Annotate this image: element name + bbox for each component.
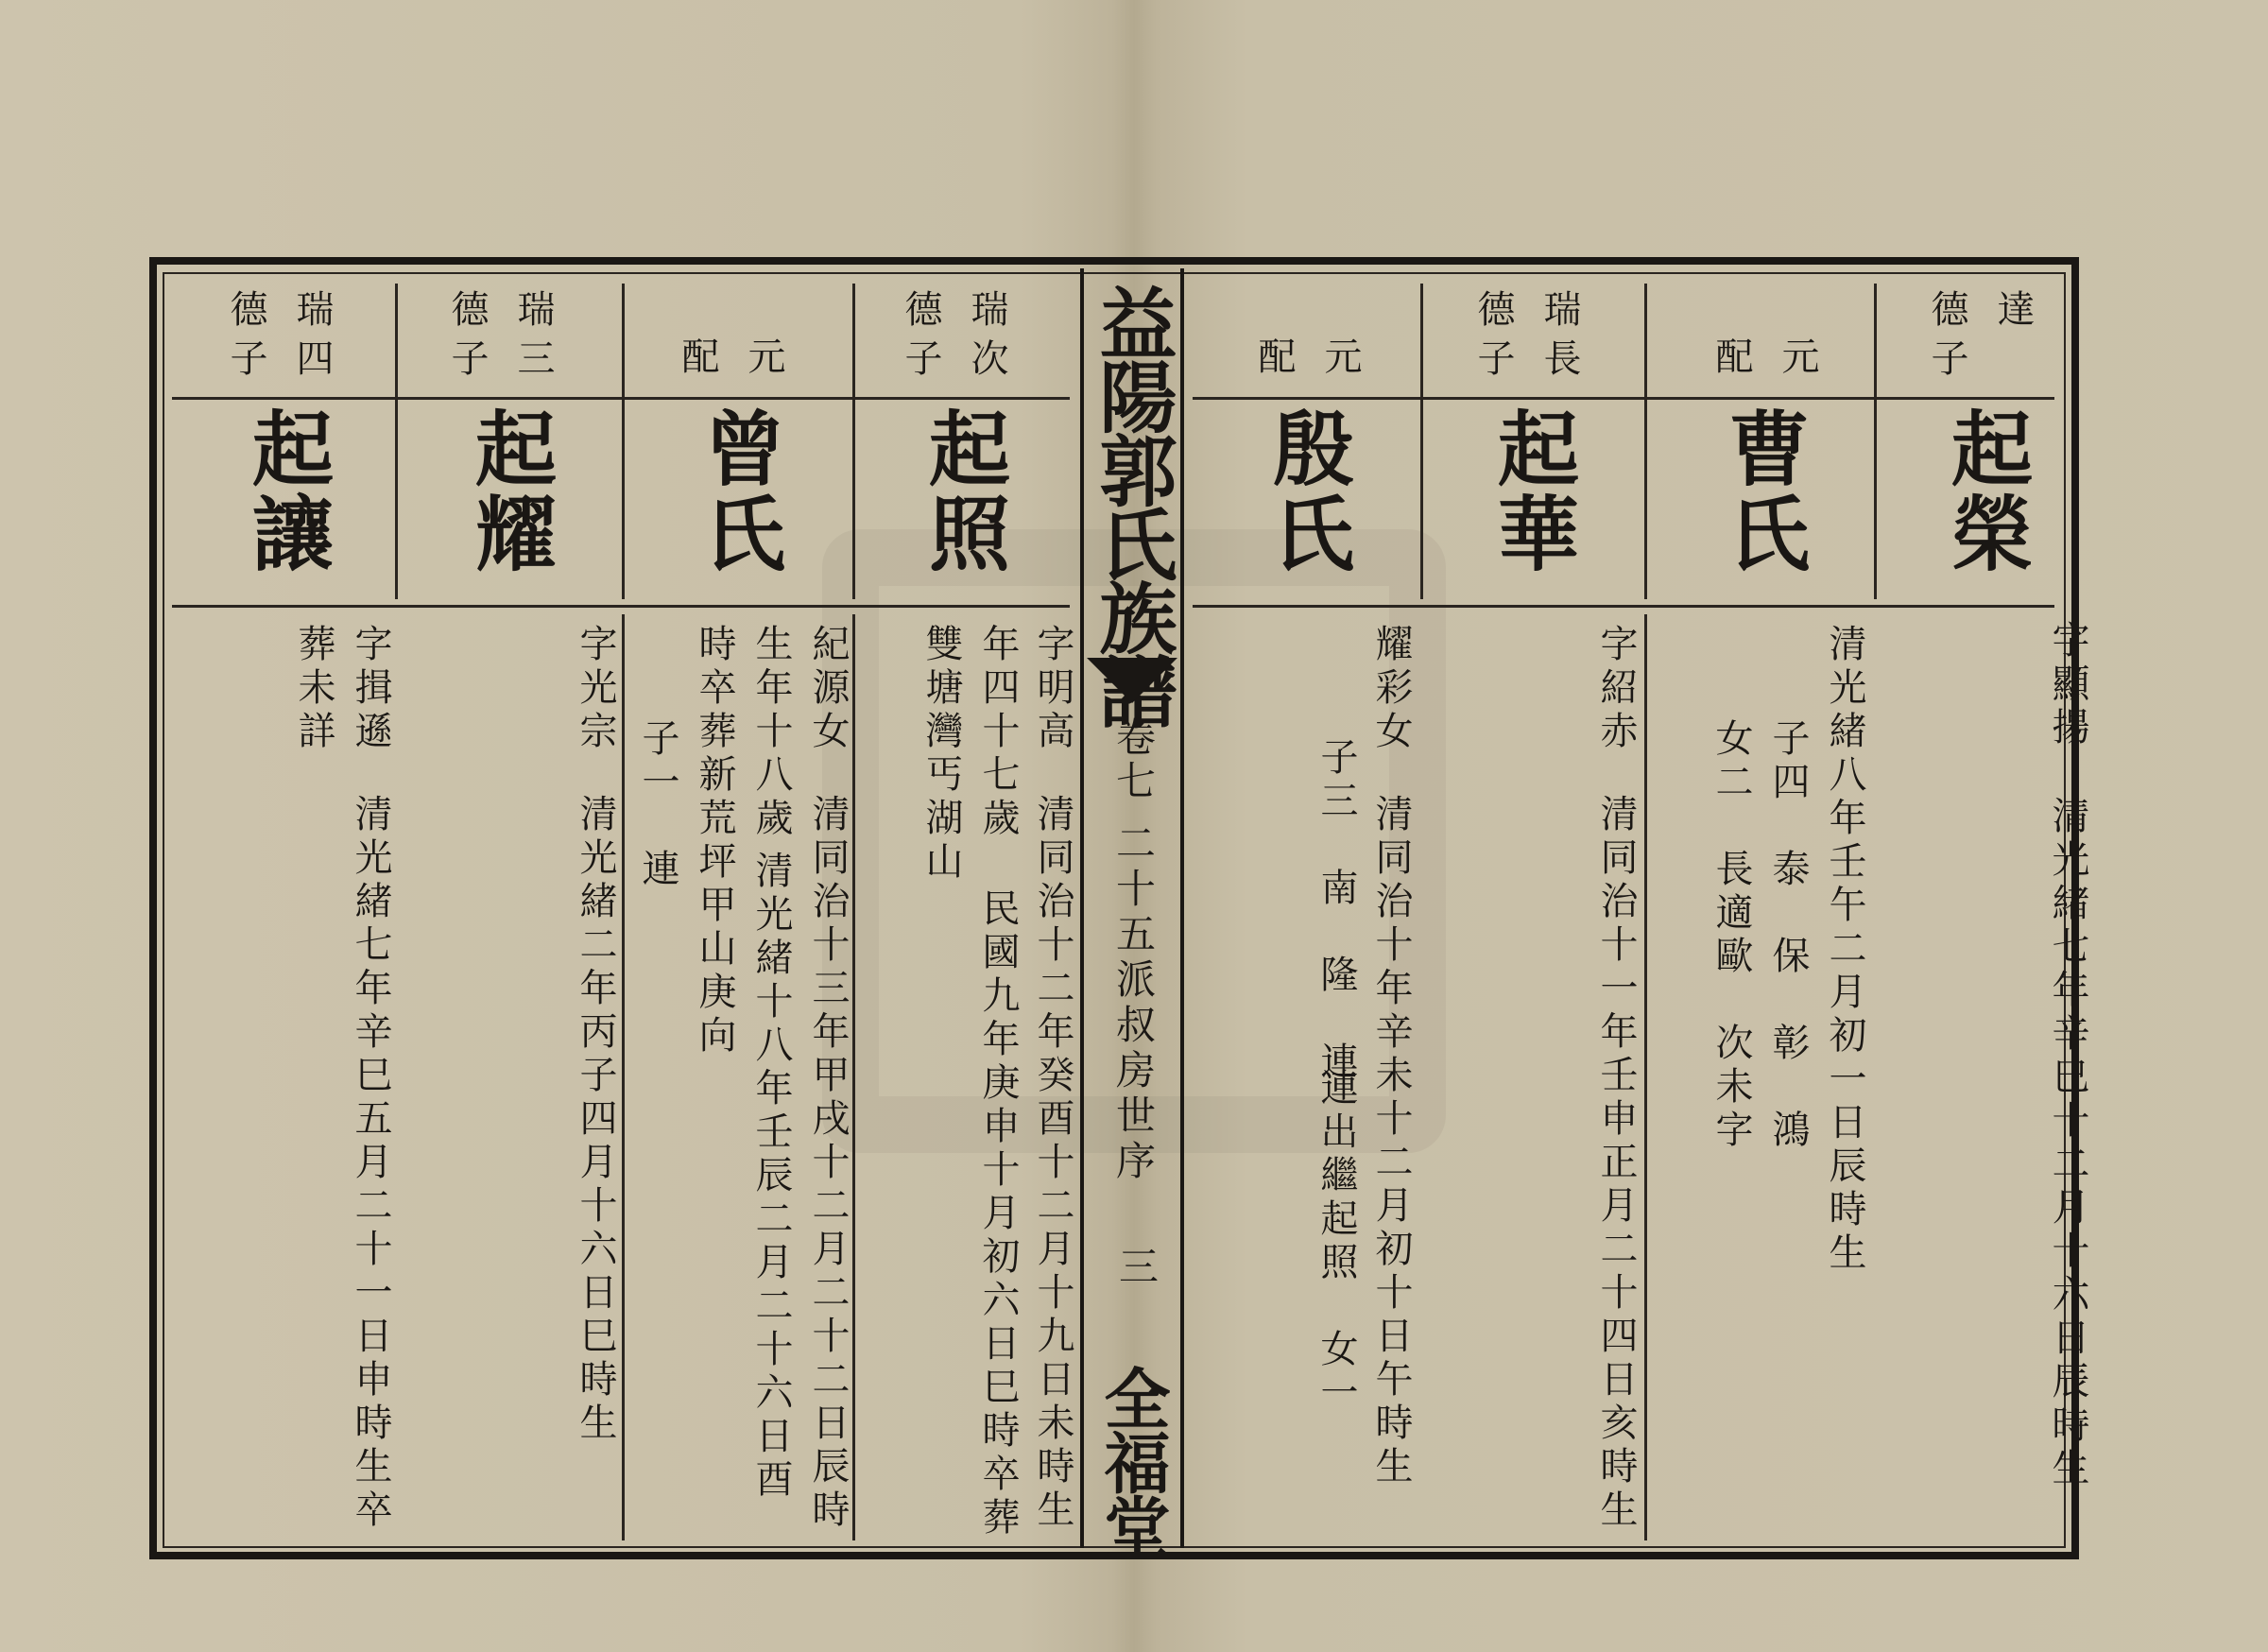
relation-line: 瑞四	[290, 289, 334, 387]
bio-line: 子四 泰 保 彰 鴻	[1766, 718, 1810, 1153]
bio-line: 時卒葬新荒坪甲山庚向	[693, 624, 736, 1058]
volume-label: 卷七	[1110, 716, 1157, 803]
bio-line: 清同治十三年甲戌十二月二十二日辰時	[806, 794, 850, 1533]
relation-line: 瑞次	[965, 289, 1008, 387]
bio-line: 生年十八歲	[749, 624, 793, 841]
divider	[1420, 284, 1423, 599]
relation-line: 配	[1252, 336, 1296, 386]
bio-line: 子三 南 隆 連	[1314, 737, 1358, 1085]
bio-line: 葬未詳	[292, 624, 335, 754]
relation-line: 瑞長	[1538, 289, 1581, 387]
divider	[852, 284, 855, 599]
bio-line: 年四十七歲	[976, 624, 1020, 841]
divider	[1644, 284, 1647, 599]
page-number: 三	[1113, 1246, 1160, 1285]
relation-line: 德子	[445, 289, 489, 387]
rule-mid-right	[1193, 605, 2054, 608]
person-name: 殷氏	[1259, 406, 1354, 576]
bio-line: 連出繼起照 女一	[1314, 1068, 1358, 1416]
bio-line: 紀源女	[806, 624, 850, 754]
bio-line: 清同治十一年壬申正月二十四日亥時生	[1594, 794, 1638, 1533]
rule-top-left	[172, 397, 1070, 400]
relation-line: 配	[676, 336, 719, 386]
bio-line: 民國九年庚申十月初六日巳時卒葬	[976, 888, 1020, 1540]
relation-line: 德子	[1471, 289, 1515, 387]
divider	[395, 284, 398, 599]
person-name: 起耀	[461, 406, 557, 576]
bio-line: 雙塘灣丐湖山	[919, 624, 963, 885]
bio-line: 耀彩女	[1369, 624, 1413, 754]
bio-line: 字顯揚	[2046, 620, 2089, 750]
bio-line: 字揖遜	[349, 624, 392, 754]
hall-name: 全福堂	[1093, 1365, 1172, 1557]
divider	[1644, 614, 1647, 1540]
divider	[622, 284, 625, 599]
relation-line: 元	[742, 336, 785, 386]
person-name: 曾氏	[690, 406, 785, 576]
relation-line: 達	[1991, 289, 2035, 338]
person-name: 起華	[1484, 406, 1579, 576]
bio-line: 子一 連	[636, 718, 679, 892]
relation-line: 元	[1318, 336, 1362, 386]
bio-line: 字紹赤	[1594, 624, 1638, 754]
relation-line: 德子	[899, 289, 942, 387]
book-title: 益陽郭氏族譜	[1087, 284, 1177, 726]
bio-line: 清光緒八年壬午二月初一日辰時生	[1823, 624, 1866, 1276]
fish-tail-mark	[1087, 658, 1177, 703]
bio-line: 清光緒十八年壬辰二月二十六日酉	[749, 851, 793, 1503]
relation-line: 元	[1776, 336, 1819, 386]
relation-line: 德子	[224, 289, 267, 387]
rule-top-right	[1193, 397, 2054, 400]
relation-line: 配	[1710, 336, 1753, 386]
bio-line: 字明高	[1031, 624, 1074, 754]
bio-line: 清光緒七年辛巳十二月十六日辰時生	[2046, 796, 2089, 1491]
bio-line: 清光緒二年丙子四月十六日巳時生	[574, 794, 617, 1446]
bio-line: 清光緒七年辛巳五月二十一日申時生卒	[349, 794, 392, 1533]
bio-line: 字光宗	[574, 624, 617, 754]
bio-line: 清同治十年辛未十二月初十日午時生	[1369, 794, 1413, 1489]
relation-line: 德子	[1925, 289, 1968, 387]
bio-line: 女二 長適歐 次未字	[1710, 718, 1753, 1153]
rule-mid-left	[172, 605, 1070, 608]
relation-line: 瑞三	[511, 289, 555, 387]
person-name: 起照	[915, 406, 1010, 576]
person-name: 起榮	[1937, 406, 2033, 576]
divider	[1874, 284, 1877, 599]
section-label: 二十五派叔房世序	[1110, 822, 1157, 1185]
person-name: 曹氏	[1714, 406, 1810, 576]
person-name: 起讓	[238, 406, 334, 576]
bio-line: 清同治十二年癸酉十二月十九日未時生	[1031, 794, 1074, 1533]
